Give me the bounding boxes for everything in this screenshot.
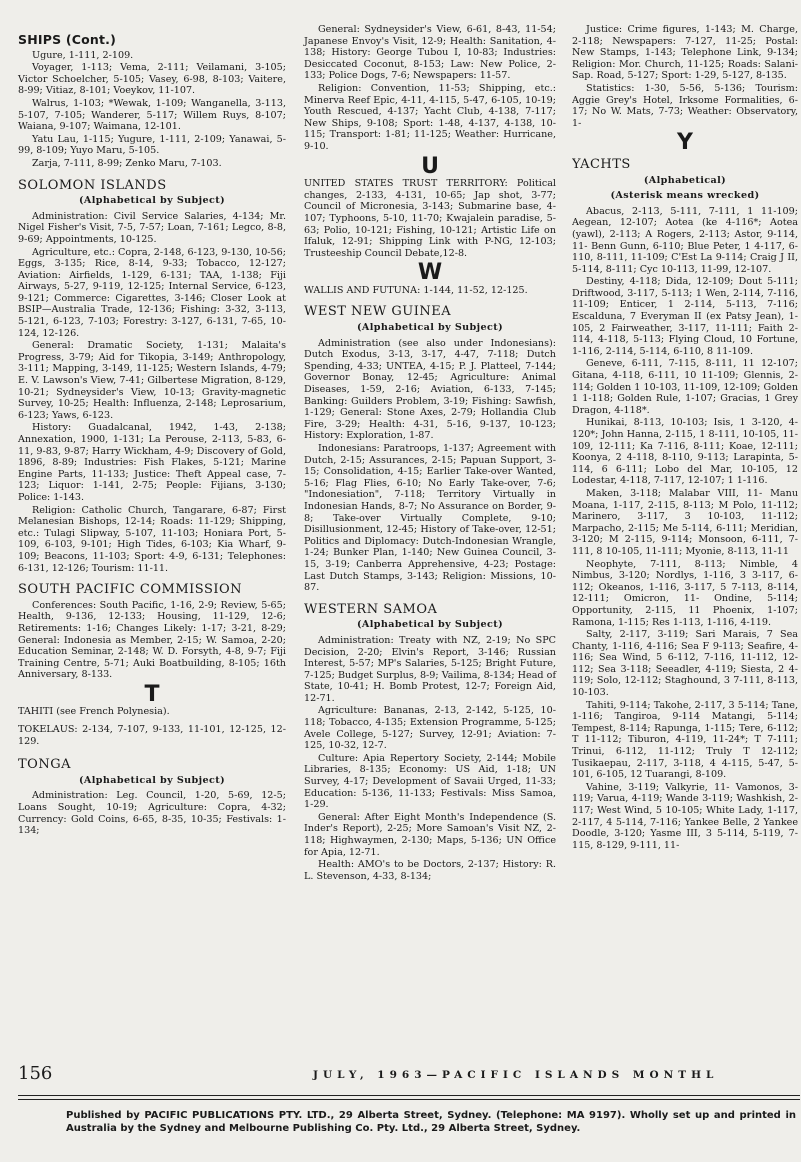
tokelaus-entry: TOKELAUS: 2-134, 7-107, 9-133, 11-101, 12-125, 12-129. (18, 724, 286, 747)
index-entry: Conferences: South Pacific, 1-16, 2-9; Review, 5-65; Health, 9-136, 12-133; Housing, 11-129, 12-6; Retirements: 1-16; Changes Likely: 1-17; 3-21, 8-29; General: Indonesia as Member, 2-15; W. Samoa, 2-20; Education Seminar, 2-148; W. D. Forsyth, 4-8, 9-7; Fiji Training Centre, 5-71; Auki Boatbuilding, 8-105; 16th Anniversary, 8-133. (18, 599, 286, 681)
page-footer (18, 1063, 800, 1087)
index-entry: Statistics: 1-30, 5-56, 5-136; Tourism: Aggie Grey's Hotel, Irksome Formalities, 6-17; No W. Mats, 7-73; Weather: Observatory, 1- (572, 82, 798, 129)
index-entry: Administration: Treaty with NZ, 2-19; No SPC Decision, 2-20; Elvin's Report, 3-146; Russian Interest, 5-57; MP's Salaries, 5-125; Bright Future, 7-125; Budget Surplus, 8-9; Vailima, 8-134; Head of State, 10-41; H. Bomb Protest, 12-7; Foreign Aid, 12-71. (304, 634, 556, 704)
ships-heading: SHIPS (Cont.) (18, 32, 117, 47)
index-entry: Geneve, 6-111, 7-115, 8-111, 11 12-107; Gitana, 4-118, 6-111, 10 11-109; Glennis, 2-114; Golden 1 10-103, 11-109, 12-109; Golden 1 1-118; Golden Rule, 1-107; Gracias, 1 Grey Dragon, 4-118*. (572, 358, 798, 416)
publisher-imprint: Published by PACIFIC PUBLICATIONS PTY. LTD., 29 Alberta Street, Sydney. (Telephone: MA 9197). Wholly set up and printed in Australia by the Sydney and Melbourne Publishing Co. Pty. Ltd., 29 Alberta Street, Sydney. (66, 1110, 796, 1134)
index-entry: General: Dramatic Society, 1-131; Malaita's Progress, 3-79; Aid for Tikopia, 3-149; Anthropology, 3-111; Mapping, 3-149, 11-125; Western Islands, 4-79; E. V. Lawson's View, 7-41; Gilbertese Migration, 8-129, 10-21; Sydneysider's View, 10-13; Gravity-magnetic Survey, 10-25; Health: Influenza, 2-148; Leprosarium, 6-123; Yaws, 6-123. (18, 340, 286, 421)
running-title: JULY, 1963—PACIFIC ISLANDS MONTHL (313, 1069, 719, 1081)
index-entry: Abacus, 2-113, 5-111, 7-111, 1 11-109; Aegean, 12-107; Aotea (ke 4-116*; Aotea (yawl), 2-113; A Rogers, 2-113; Astor, 9-114, 11- Benn Gunn, 6-110; Blue Peter, 1 4-117, 6-110, 8-111, 11-109; C'Est La 9-114; Craig J II, 5-114, 8-111; Cyc 10-113, 11-99, 12-107. (572, 205, 798, 275)
index-entry: Health: AMO's to be Doctors, 2-137; History: R. L. Stevenson, 4-33, 8-134; (304, 859, 556, 882)
index-column-2 (304, 24, 556, 883)
divider-rule (18, 1095, 800, 1096)
index-entry: Agriculture, etc.: Copra, 2-148, 6-123, 9-130, 10-56; Eggs, 3-135; Rice, 8-14, 9-33; Tobacco, 12-127; Aviation: Airfields, 1-129, 6-131; TAA, 1-138; Fiji Airways, 5-27, 9-119, 12-125; Internal Service, 6-123, 9-121; Commerce: Cigarettes, 3-146; Closer Look at BSIP—Australia Trade, 12-136; Fishing: 3-32, 3-113, 5-121, 6-123, 7-103; Forestry: 3-127, 6-131, 7-65, 10-124, 12-126. (18, 246, 286, 339)
solomon-islands-heading: SOLOMON ISLANDS (18, 177, 167, 193)
divider-rule (18, 1099, 800, 1100)
index-column-1 (18, 24, 286, 838)
index-entry: Indonesians: Paratroops, 1-137; Agreement with Dutch, 2-15; Assurances, 2-15; Papuan Support, 3-15; Consolidation, 4-15; Earlier Take-over Wanted, 5-16; Flag Flies, 6-10; No Early Take-over, 7-6; "Indonesiation", 7-118; Territory Virtually in Indonesian Hands, 8-7; No Assurance on Border, 9-8; Take-over Virtually Complete, 9-10; Disillusionment, 12-45; History of Take-over, 12-51; Politics and Diplomacy: Dutch-Indonesian Wrangle, 1-24; Bunker Plan, 1-140; New Guinea Council, 3-15, 3-19; Canberra Apprehensive, 4-23; Postage: Last Dutch Stamps, 3-143; Religion: Missions, 10-87. (304, 443, 556, 594)
yachts-asterisk-note: (Asterisk means wrecked) (610, 190, 760, 202)
index-entry: General: After Eight Month's Independence (S. Inder's Report), 2-25; More Samoan's Visit NZ, 2-118; Highwaymen, 2-130; Maps, 5-136; UN Office for Apia, 12-71. (304, 811, 556, 858)
index-entry: Culture: Apia Repertory Society, 2-144; Mobile Libraries, 8-135; Economy: US Aid, 1-18; UN Survey, 4-17; Development of Savaii Urged, 11-33; Education: 5-136, 11-133; Festivals: Miss Samoa, 1-29. (304, 752, 556, 811)
west-new-guinea-heading: WEST NEW GUINEA (304, 304, 452, 320)
index-entry: Agriculture: Bananas, 2-13, 2-142, 5-125, 10-118; Tobacco, 4-135; Extension Programme, 5-125; Avele College, 5-127; Survey, 12-91; Aviation: 7-125, 10-32, 12-7. (304, 705, 556, 752)
index-entry: Maken, 3-118; Malabar VIII, 11- Manu Moana, 1-117, 2-115, 8-113; M Polo, 11-112; Marinero, 3-117, 3 10-103, 11-112; Marpacho, 2-115; Me 5-114, 6-111; Meridian, 3-120; M 2-115, 9-114; Monsoon, 6-111, 7-111, 8 10-105, 11-111; Myonie, 8-113, 11-11 (572, 487, 798, 557)
index-entry: Voyager, 1-113; Vema, 2-111; Veilamani, 3-105; Victor Schoelcher, 5-105; Vasey, 6-98, 8-103; Vaitere, 8-99; Vitiaz, 8-101; Voeykov, 11-107. (18, 62, 286, 97)
index-entry: Neophyte, 7-111, 8-113; Nimble, 4 Nimbus, 3-120; Nordlys, 1-116, 3 3-117, 6-112; Okeanos, 1-116, 3-117, 5 7-113, 8-114, 12-111; Omicron, 11- Ondine, 5-114; Opportunity, 2-115, 11 Phoenix, 1-107; Ramona, 1-115; Res 1-113, 1-116, 4-119. (572, 558, 798, 628)
index-entry: General: Sydneysider's View, 6-61, 8-43, 11-54; Japanese Envoy's Visit, 12-9; Health: Sanitation, 4-138; History: George Tubou I, 10-83; Industries: Desiccated Coconut, 8-153; Law: New Police, 2-133; Police Dogs, 7-6; Newspapers: 11-57. (304, 24, 556, 82)
western-samoa-heading: WESTERN SAMOA (304, 601, 438, 617)
index-entry: Ugure, 1-111, 2-109. (32, 49, 134, 61)
ws-subheading: (Alphabetical by Subject) (356, 619, 504, 631)
ships-entries (18, 50, 286, 170)
section-letter-u: U (421, 153, 439, 179)
index-entry: History: Guadalcanal, 1942, 1-43, 2-138; Annexation, 1900, 1-131; La Perouse, 2-113, 5-83, 6-11, 9-83, 9-87; Harry Wickham, 4-9; Discovery of Gold, 1896, 8-89; Industries: Fish Flakes, 5-121; Marine Engine Parts, 11-133; Justice: Theft Appeal case, 7-123; Liquor: 1-141, 2-75; People: Fijians, 3-130; Police: 1-143. (18, 422, 286, 503)
index-entry: Destiny, 4-118; Dida, 12-109; Dout 5-111; Driftwood, 3-117, 5-113; 1 Wen, 2-114, 7-116, 11-109; Enticer, 1 2-114, 5-113, 7-116; Escalduna, 7 Everyman II (ex Patsy Jean), 1-105, 2 Fairweather, 3-117, 11-111; Faith 2-114, 4-118, 5-113; Flying Cloud, 10 Fortune, 1-116, 2-114, 5-114, 6-110, 8 11-109. (572, 276, 798, 357)
index-entry: Administration: Leg. Council, 1-20, 5-69, 12-5; Loans Sought, 10-19; Agriculture: Copra, 4-32; Currency: Gold Coins, 6-65, 8-35, 10-35; Festivals: 1-134; (18, 790, 286, 837)
spc-heading: SOUTH PACIFIC COMMISSION (18, 582, 243, 598)
index-entry: Tahiti, 9-114; Takohe, 2-117, 3 5-114; Tane, 1-116; Tangiroa, 9-114 Matangi, 5-114; Tempest, 8-114; Rapunga, 1-115; Tere, 6-112; T 11-112; Tiburon, 4-119, 11-24*; T 7-111; Trinui, 6-112, 11-112; Truly T 12-112; Tusikaepau, 2-117, 3-118, 4 4-115, 5-47, 5-101, 6-105, 12 Tuarangi, 8-109. (572, 699, 798, 781)
wng-subheading: (Alphabetical by Subject) (356, 322, 504, 334)
tonga-subheading: (Alphabetical by Subject) (78, 774, 226, 786)
index-entry: Justice: Crime figures, 1-143; M. Charge, 2-118; Newspapers: 7-127, 11-25; Postal: New Stamps, 1-143; Telephone Link, 9-134; Religion: Mor. Church, 11-125; Roads: Salani-Sap. Road, 5-127; Sport: 1-29, 5-127, 8-135. (572, 24, 798, 82)
section-letter-t: T (144, 681, 160, 707)
index-entry: Religion: Catholic Church, Tangarare, 6-87; First Melanesian Bishops, 12-14; Roads: 11-129; Shipping, etc.: Tulagi Slipway, 5-107, 11-103; Honiara Port, 5-109, 6-103, 9-101; High Tides, 6-103; Kia Wharf, 9-109; Beacons, 11-103; Sport: 4-9, 6-131; Telephones: 6-131, 12-126; Tourism: 11-11. (18, 504, 286, 574)
us-trust-territory-entry: UNITED STATES TRUST TERRITORY: Political changes, 2-133, 4-131, 10-65; Jap shot, 3-77; Council of Micronesia, 3-143; Submarine base, 4-107; Typhoons, 5-10, 11-70; Kwajalein paradise, 5-63; Polio, 10-121; Fishing, 10-121; Artistic Life on Ifaluk, 12-91; Shipping Link with P-NG, 12-103; Trusteeship Council Debate,12-8. (304, 178, 556, 259)
tahiti-entry: TAHITI (see French Polynesia). (18, 706, 170, 718)
index-entry: Administration (see also under Indonesians): Dutch Exodus, 3-13, 3-17, 4-47, 7-118; Dutch Spending, 4-33; UNTEA, 4-15; P. J. Platteel, 7-144; Governor Bonay, 12-45; Agriculture: Animal Diseases, 1-59, 2-16; Aviation, 6-133, 7-145; Banking: Guilders Problem, 3-19; Fishing: Sawfish, 1-129; General: Stone Axes, 2-79; Hollandia Club Fire, 3-29; Health: 4-31, 5-16, 9-137, 10-123; History: Exploration, 1-87. (304, 337, 556, 442)
index-entry: Zarja, 7-111, 8-99; Zenko Maru, 7-103. (32, 157, 222, 169)
index-entry: Administration: Civil Service Salaries, 4-134; Mr. Nigel Fisher's Visit, 7-5, 7-57; Loan, 7-161; Legco, 8-8, 9-69; Appointments, 10-125. (18, 210, 286, 245)
solomon-subheading: (Alphabetical by Subject) (78, 195, 226, 207)
index-entry: Walrus, 1-103; *Wewak, 1-109; Wanganella, 3-113, 5-107, 7-105; Wanderer, 5-117; Willem Ruys, 8-107; Waiana, 9-107; Waimana, 12-101. (18, 97, 286, 133)
index-entry: Salty, 2-117, 3-119; Sari Marais, 7 Sea Chanty, 1-116, 4-116; Sea F 9-113; Seafire, 4-116; Sea Wind, 5 6-112, 7-116, 11-112, 12-112; Sea 3-118; Seeadler, 4-119; Siesta, 2 4-119; Solo, 12-112; Staghound, 3 7-111, 8-113, 10-103. (572, 629, 798, 699)
index-entry: Religion: Convention, 11-53; Shipping, etc.: Minerva Reef Epic, 4-11, 4-115, 5-47, 6-105, 10-19; Youth Rescued, 4-137; Yacht Club, 4-138, 7-117; New Ships, 9-108; Sport: 1-48, 4-137, 4-138, 10-115; Transport: 1-81; 11-125; Weather: Hurricane, 9-10. (304, 82, 556, 152)
wallis-futuna-entry: WALLIS AND FUTUNA: 1-144, 11-52, 12-125. (304, 284, 528, 296)
yachts-heading: YACHTS (572, 156, 631, 172)
index-column-3 (572, 24, 798, 852)
index-entry: Hunikai, 8-113, 10-103; Isis, 1 3-120, 4-120*; John Hanna, 2-115, 1 8-111, 10-105, 11-109, 12-111; Ka 7-116, 8-111; Koae, 12-111; Koonya, 2 4-118, 8-110, 9-113; Larapinta, 5-114, 6 6-111; Lobo del Mar, 10-105, 12 Lodestar, 4-118, 7-117, 12-107; 1 1-116. (572, 417, 798, 487)
index-entry: Vahine, 3-119; Valkyrie, 11- Vamonos, 3-119; Varua, 4-119; Wande 3-119; Washkish, 2-117; West Wind, 5 10-105; White Lady, 1-117, 2-117, 4 5-114, 7-116; Yankee Belle, 2 Yankee Doodle, 3-120; Yasme III, 3 5-114, 5-119, 7-115, 8-129, 9-111, 11- (572, 781, 798, 851)
section-letter-w: W (417, 260, 443, 286)
section-letter-y: Y (677, 130, 693, 156)
page-number: 156 (18, 1063, 53, 1084)
tonga-heading: TONGA (18, 757, 71, 773)
index-entry: Yatu Lau, 1-115; Yugure, 1-111, 2-109; Yanawai, 5-99, 8-109; Yuyo Maru, 5-105. (18, 133, 286, 157)
yachts-subheading: (Alphabetical) (643, 174, 727, 186)
